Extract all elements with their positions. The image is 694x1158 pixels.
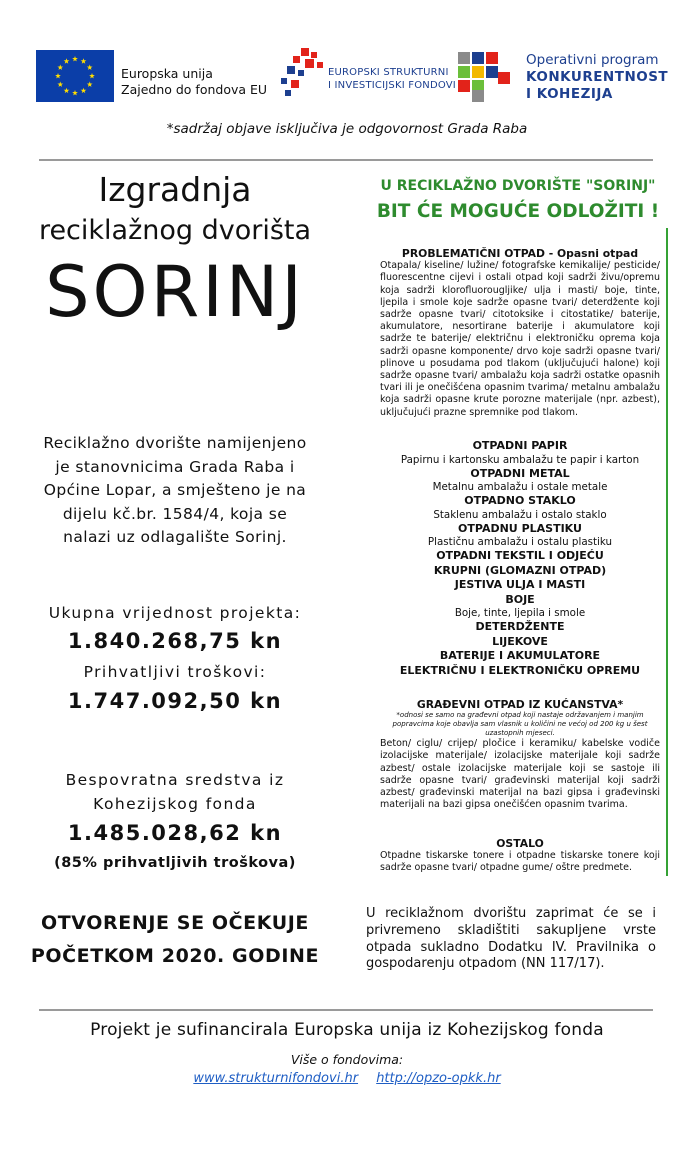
eu-star-icon <box>87 65 93 70</box>
eu-star-icon <box>81 58 87 63</box>
opkk-logo-icon <box>458 52 510 102</box>
eu-flag-logo <box>36 50 114 102</box>
description-line: Reciklažno dvorište namijenjeno <box>43 434 307 452</box>
esif-line1: EUROPSKI STRUKTURNI <box>328 67 449 78</box>
category-title: ELEKTRIČNU I ELEKTRONIČKU OPREMU <box>399 663 641 677</box>
green-side-rule <box>666 228 668 876</box>
category-title: OTPADNO STAKLO <box>464 494 576 507</box>
other-title: OSTALO <box>496 837 544 850</box>
eu-star-icon <box>81 88 87 93</box>
eu-star-icon <box>64 58 70 63</box>
hazardous-waste-section <box>380 248 660 419</box>
eu-star-icon <box>87 82 93 87</box>
opkk-line3: I KOHEZIJA <box>526 86 613 102</box>
category-title: OTPADNI TEKSTIL I ODJEĆU <box>436 549 604 562</box>
description-line: Općine Lopar, a smješteno je na <box>43 481 307 499</box>
right-heading-1: U RECIKLAŽNO DVORIŠTE "SORINJ" <box>380 178 656 194</box>
eu-star-icon <box>57 82 63 87</box>
construction-waste-section <box>380 699 660 811</box>
title-line1: Izgradnja <box>98 170 252 209</box>
hazardous-title: PROBLEMATIČNI OTPAD - Opasni otpad <box>401 247 639 260</box>
strukturnifondovi-link[interactable]: www.strukturnifondovi.hr <box>193 1071 359 1086</box>
category-title: BOJE <box>505 592 535 606</box>
more-info-label: Više o fondovima: <box>290 1052 404 1067</box>
total-value: 1.840.268,75 kn <box>67 629 283 653</box>
eu-logo-text <box>121 66 267 98</box>
opzo-opkk-link[interactable]: http://opzo-opkk.hr <box>376 1071 501 1086</box>
category-title: BATERIJE I AKUMULATORE <box>439 649 601 662</box>
title-line2: reciklažnog dvorišta <box>38 215 312 246</box>
opening-line1: OTVORENJE SE OČEKUJE <box>40 912 310 934</box>
construction-title: GRAĐEVNI OTPAD IZ KUĆANSTVA* <box>416 698 624 711</box>
category-title: OTPADNI PAPIR <box>472 439 568 452</box>
opkk-line2: KONKURENTNOST <box>526 69 669 85</box>
eu-star-icon <box>55 73 61 78</box>
esif-logo-icon <box>281 48 331 102</box>
category-sub: Staklenu ambalažu i ostalo staklo <box>433 508 607 521</box>
eligible-costs-label: Prihvatljivi troškovi: <box>83 663 267 681</box>
description-line: dijelu kč.br. 1584/4, koja se <box>62 504 288 523</box>
footer-links <box>0 1071 694 1086</box>
opening-line2: POČETKOM 2020. GODINE <box>30 945 320 967</box>
category-sub: Metalnu ambalažu i ostale metale <box>432 481 608 493</box>
storage-info: U reciklažnom dvorištu zaprimat će se i privremeno skladištiti sakupljene vrste otpada sukladno Dodatku IV. Pravilnika o gospodarenju otpadom (NN 117/17). <box>366 906 656 972</box>
eu-star-icon <box>72 90 78 95</box>
category-sub: Papirnu i kartonsku ambalažu te papir i karton <box>400 453 640 466</box>
waste-categories <box>380 439 660 678</box>
category-title: OTPADNI METAL <box>470 466 570 480</box>
eu-line2: Zajedno do fondova EU <box>121 82 268 97</box>
top-divider <box>39 159 653 161</box>
eu-star-icon <box>57 65 63 70</box>
hazardous-text: Otapala/ kiseline/ lužine/ fotografske kemikalije/ pesticide/ fluorescentne cijevi i ostali otpad koji sadrži živu/opremu koja sadrži klorofluorougljike/ ulja i masti/ boje, tinte, ljepila i smole koje sadrže opasne tvari/ deterdžente koji sadrže opasne tvari/ citotoksike i citostatike/ baterije, akumulatore, nesortirane baterije i akumulatore koji sadrže te baterije/ električnu i elektroničku oprema koja sadrži opasne komponente/ drvo koje sadrži opasne tvari/ plinove u posudama pod tlakom (uključujući halone) koji sadrže opasne tvari/ ambalažu koja sadrži ostatke opasnih tvari ili je onečišćena opasnim tvarima/ metalnu ambalažu koja sadrži opasne krute porozne materijale (npr. azbest), uključujući prazne spremnike pod tlakom. <box>380 260 660 418</box>
total-value-label: Ukupna vrijednost projekta: <box>48 604 302 622</box>
opening-notice <box>20 907 330 973</box>
right-heading-2: BIT ĆE MOGUĆE ODLOŽITI ! <box>376 201 660 222</box>
category-title: JESTIVA ULJA I MASTI <box>454 578 586 591</box>
bottom-divider <box>39 1009 653 1011</box>
esif-logo-text <box>328 66 456 92</box>
eu-stars-icon <box>36 50 114 102</box>
category-title: OTPADNU PLASTIKU <box>458 521 582 535</box>
category-title: DETERDŽENTE <box>475 620 565 633</box>
grant-label-line1: Bespovratna sredstva iz <box>65 771 285 789</box>
esif-line2: I INVESTICIJSKI FONDOVI <box>328 80 456 91</box>
grant-label-line2: Kohezijskog fonda <box>93 795 257 813</box>
category-title: KRUPNI (GLOMAZNI OTPAD) <box>433 563 607 577</box>
eu-line1: Europska unija <box>121 66 213 81</box>
project-description <box>20 432 330 550</box>
category-title: LIJEKOVE <box>492 634 548 648</box>
grant-value: 1.485.028,62 kn <box>67 821 283 845</box>
title-sorinj: SORINJ <box>45 251 305 333</box>
disclaimer: *sadržaj objave isključiva je odgovornost Grada Raba <box>166 121 528 137</box>
opkk-line1: Operativni program <box>526 52 659 68</box>
description-line: nalazi uz odlagalište Sorinj. <box>63 528 287 546</box>
eligible-costs-value: 1.747.092,50 kn <box>67 689 283 713</box>
eu-star-icon <box>64 88 70 93</box>
category-sub: Plastičnu ambalažu i ostalu plastiku <box>427 536 613 548</box>
category-sub: Boje, tinte, ljepila i smole <box>454 607 586 619</box>
cofinancing-note: Projekt je sufinancirala Europska unija iz Kohezijskog fonda <box>90 1020 604 1040</box>
description-line: je stanovnicima Grada Raba i <box>55 457 295 476</box>
other-waste-section <box>380 838 660 875</box>
grant-note: (85% prihvatljivih troškova) <box>54 855 296 871</box>
eu-star-icon <box>72 56 78 61</box>
eu-star-icon <box>89 73 95 78</box>
other-text: Otpadne tiskarske tonere i otpadne tiskarske tonere koji sadrže opasne tvari/ otpadne gume/ oštre predmete. <box>380 850 660 874</box>
construction-note: *odnosi se samo na građevni otpad koji nastaje održavanjem i manjim popravcima koje obavlja sam vlasnik u količini ne većoj od 200 kg u šest uzastopnih mjeseci. <box>392 711 648 738</box>
opkk-logo-text <box>526 52 668 103</box>
construction-text: Beton/ ciglu/ crijep/ pločice i keramiku/ kabelske vodiče izolacijske materijale/ izolacijske materijale koji sadrže azbest/ ostale izolacijske materijale koji se sastoje ili sadrže opasne tvari/ građevinski materijal koji sadrži azbest/ građevinski materijal na bazi gipsa i građevinski materijali na bazi gipsa onečišćen opasnim tvarima. <box>380 738 660 811</box>
